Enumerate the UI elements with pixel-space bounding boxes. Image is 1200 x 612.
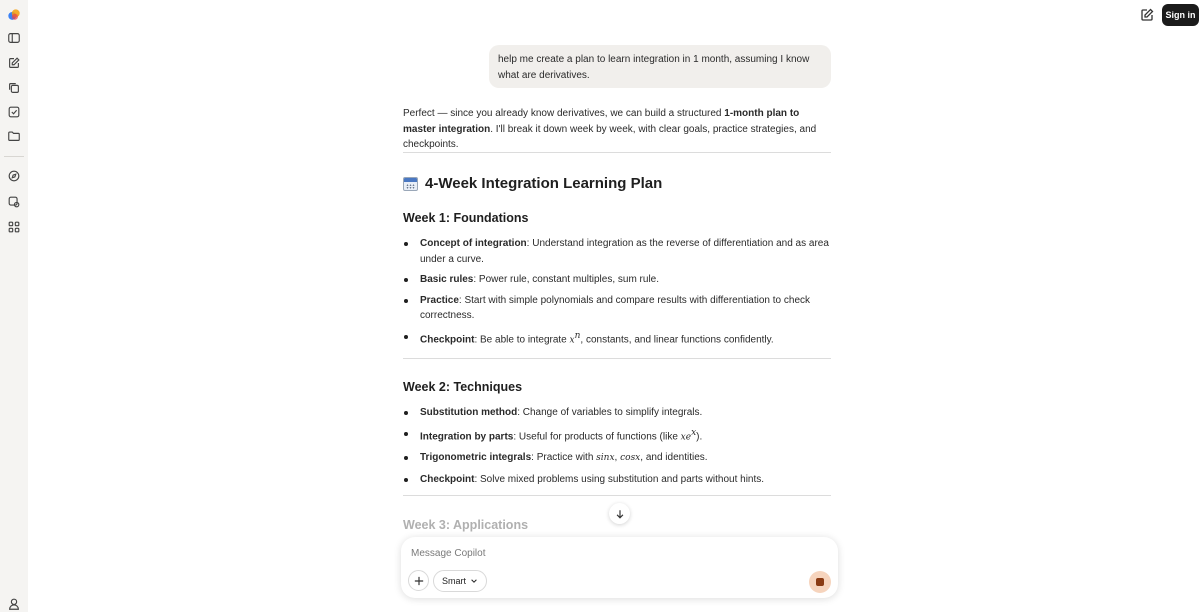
new-chat-icon[interactable] (5, 54, 23, 72)
math-expression: xe (680, 431, 692, 442)
mode-label: Smart (442, 576, 467, 586)
week1-list (403, 236, 831, 348)
stop-icon (816, 578, 824, 586)
message-composer (401, 537, 838, 598)
list-item (403, 293, 831, 324)
intro-text: Perfect — since you already know derivatives, we can build a structured (403, 108, 725, 119)
item-text: , (614, 452, 621, 464)
plus-icon (414, 576, 424, 586)
divider (403, 358, 831, 359)
sidebar-toggle-icon[interactable] (5, 29, 23, 47)
item-term: Trigonometric integrals (420, 452, 532, 464)
scroll-to-bottom-button[interactable] (609, 503, 630, 524)
chevron-down-icon (470, 577, 478, 585)
item-text: : Useful for products of functions (like (513, 430, 681, 442)
calendar-icon (403, 177, 418, 191)
folder-icon[interactable] (5, 127, 23, 145)
stop-generating-button[interactable] (809, 571, 831, 593)
item-term: Concept of integration (420, 238, 527, 249)
plan-title-text: 4-Week Integration Learning Plan (425, 175, 663, 192)
math-expression: sinx (596, 453, 615, 464)
sidebar-divider (4, 156, 24, 157)
item-text: : Start with simple polynomials and compare results with differentiation to check correctness. (420, 294, 811, 321)
tasks-icon[interactable] (5, 103, 23, 121)
math-exponent: x (691, 427, 697, 438)
labs-icon[interactable] (5, 193, 23, 211)
math-exponent: n (574, 330, 581, 341)
item-text: : Practice with (531, 452, 597, 464)
intro-text-end: . I'll break it down week by week, with clear goals, practice strategies, and checkpoints. (403, 123, 817, 150)
sidebar (0, 0, 28, 612)
intro-bold-text: 1-month plan to master integration (403, 108, 800, 135)
math-expression: x (569, 334, 575, 345)
week2-heading: Week 2: Techniques (403, 380, 523, 394)
item-text: : Change of variables to simplify integrals. (517, 407, 703, 418)
share-edit-icon[interactable] (1139, 7, 1155, 23)
item-text: : Be able to integrate (474, 333, 570, 345)
copilot-logo-icon[interactable] (5, 6, 23, 24)
sign-in-button[interactable]: Sign in (1162, 4, 1199, 26)
item-term: Checkpoint (420, 333, 475, 345)
mode-selector[interactable] (433, 570, 487, 592)
item-term: Substitution method (420, 407, 518, 418)
list-item (403, 236, 831, 267)
item-term: Practice (420, 294, 459, 306)
item-text: : Understand integration as the reverse of differentiation and as area under a curve. (420, 238, 829, 265)
item-text: ). (696, 430, 703, 442)
item-text: : Power rule, constant multiples, sum rule. (473, 274, 660, 285)
add-attachment-button[interactable] (408, 570, 429, 591)
item-term: Checkpoint (420, 473, 475, 485)
profile-icon[interactable] (5, 595, 23, 612)
user-message-bubble: help me create a plan to learn integration in 1 month, assuming I know what are derivatives. (489, 45, 831, 88)
item-text: : Solve mixed problems using substitution and parts without hints. (474, 473, 765, 485)
week1-heading: Week 1: Foundations (403, 211, 529, 225)
list-item (403, 405, 831, 421)
assistant-intro (403, 106, 833, 153)
item-text: , constants, and linear functions confidently. (580, 333, 774, 345)
math-expression: cosx (620, 453, 641, 464)
divider (403, 152, 831, 153)
list-item (403, 472, 831, 488)
week3-heading: Week 3: Applications (403, 518, 529, 532)
message-input[interactable] (411, 545, 811, 561)
list-item (403, 450, 831, 467)
arrow-down-icon (615, 509, 625, 519)
item-text: , and identities. (640, 452, 708, 464)
week2-list (403, 405, 831, 487)
divider (403, 495, 831, 496)
plan-title (403, 175, 662, 192)
discover-icon[interactable] (5, 167, 23, 185)
list-item (403, 329, 831, 349)
item-term: Basic rules (420, 274, 474, 285)
list-item (403, 426, 831, 446)
apps-grid-icon[interactable] (5, 218, 23, 236)
item-term: Integration by parts (420, 430, 514, 442)
list-item (403, 272, 831, 288)
library-icon[interactable] (5, 79, 23, 97)
